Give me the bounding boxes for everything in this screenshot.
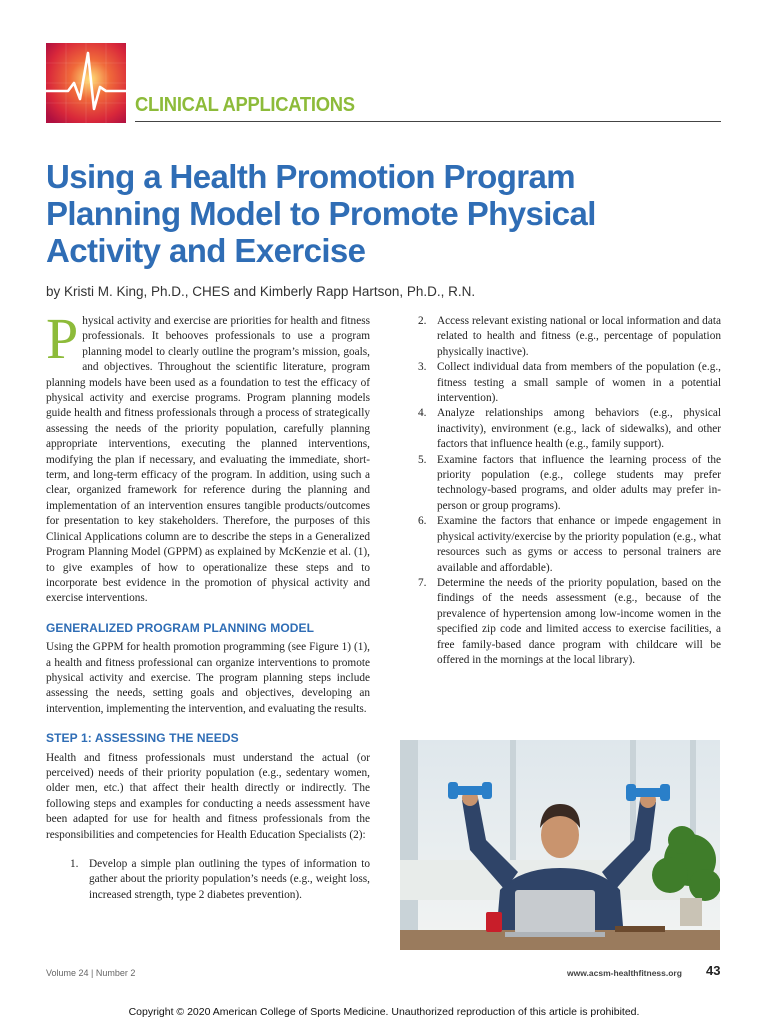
footer-volume: Volume 24 | Number 2	[46, 968, 136, 978]
list-item: 5. Examine factors that influence the learning process of the priority population (e.g., college students may prefer technology-based programs, and older adults may prefer in-person or group programs).	[418, 453, 721, 512]
list-item: 1. Develop a simple plan outlining the types of information to gather about the priority population’s needs (e.g., weight loss, increased strength, type 2 diabetes prevention).	[70, 858, 370, 901]
steps-list-right	[418, 314, 721, 668]
step1-paragraph: Health and fitness professionals must understand the actual (or perceived) needs of their priority population (e.g., sedentary women, older men, etc.) that affect their health directly or indirectly. The following steps and examples for conducting a needs assessment have been adapted for use for health and fitness professionals from the responsibilities and competencies for Health Education Specialists (2):	[46, 751, 370, 841]
list-item: 4. Analyze relationships among behaviors (e.g., physical inactivity), environment (e.g., lack of sidewalks), and other factors that influence health (e.g., family support).	[418, 407, 721, 451]
exercise-photo	[400, 740, 720, 950]
list-item: 3. Collect individual data from members of the population (e.g., fitness testing a small sample of women in a potential intervention).	[418, 361, 721, 405]
section-label: CLINICAL APPLICATIONS	[135, 94, 355, 116]
gppm-paragraph: Using the GPPM for health promotion programming (see Figure 1) (1), a health and fitness professional can organize interventions to promote physical activity and exercise. The program planning steps include assessing the needs, setting goals and objectives, developing an intervention, implementing the intervention, and evaluating the results.	[46, 641, 370, 715]
left-column	[46, 306, 370, 903]
article-title: Using a Health Promotion Program Planning Model to Promote Physical Activity and Exercise	[46, 158, 596, 269]
article-byline: by Kristi M. King, Ph.D., CHES and Kimberly Rapp Hartson, Ph.D., R.N.	[46, 284, 476, 299]
heartbeat-logo-icon	[46, 43, 126, 123]
intro-paragraph	[46, 306, 370, 607]
list-item: 2. Access relevant existing national or local information and data related to health and fitness (e.g., percentage of population physically inactive).	[418, 315, 721, 358]
copyright-notice: Copyright © 2020 American College of Sports Medicine. Unauthorized reproduction of this article is prohibited.	[128, 1006, 640, 1018]
list-item: 7. Determine the needs of the priority population, based on the findings of the needs assessment (e.g., because of the prevalence of hypertension among low-income women in the specified zip code and limited access to exercise facilities, a free family-based dance program with childcare will be offered in the mornings at the local library).	[418, 576, 721, 666]
right-column	[418, 314, 721, 668]
intro-text: hysical activity and exercise are priorities for health and fitness professionals. It behooves professionals to use a program planning model to clearly outline the program’s mission, goals, and objectives. Throughout the scientific literature, program planning models have been used as a foundation to test the efficacy of physical activity and exercise programs. Program planning models guide health and fitness professionals through a process of strategically assessing the needs of the priority population, carefully planning appropriate interventions, executing the planned interventions, modifying the plan if necessary, and evaluating the immediate, short-term, and long-term efficacy of the program. In addition, using such a clear, organized framework for reference during the planning and implementation of an intervention ensures tangible products/outcomes for presentation to key stakeholders. Therefore, the purposes of this Clinical Applications column are to describe the steps in a Generalized Program Planning Model (GPPM) as explained by McKenzie et al. (1), to give examples of how to operationalize these steps and to incorporate best evidence in the promotion of physical activity and exercise interventions.	[46, 315, 370, 605]
list-item: 6. Examine the factors that enhance or impede engagement in physical activity/exercise by the priority population (e.g., what resources such as gyms or access to personal trainers are available and affordable).	[418, 515, 721, 574]
drop-cap: P	[46, 306, 79, 371]
gppm-heading: GENERALIZED PROGRAM PLANNING MODEL	[46, 620, 315, 635]
page-number: 43	[706, 963, 721, 978]
footer-url[interactable]: www.acsm-healthfitness.org	[567, 968, 682, 978]
section-divider	[135, 121, 721, 122]
step1-heading: STEP 1: ASSESSING THE NEEDS	[46, 731, 239, 746]
steps-list-left	[46, 857, 370, 903]
